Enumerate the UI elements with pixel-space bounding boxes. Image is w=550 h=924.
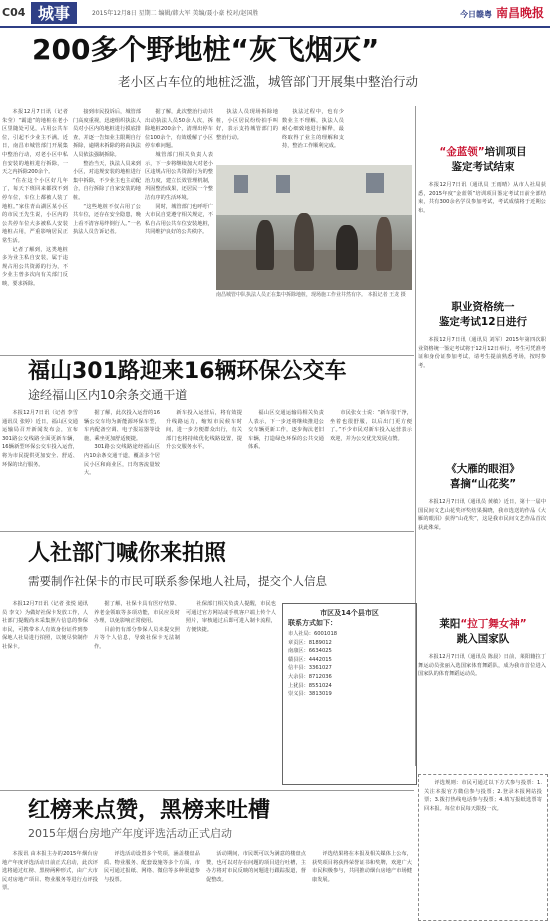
article2-col2 — [84, 409, 160, 529]
article3-col2 — [94, 600, 180, 785]
article4-col2 — [104, 850, 200, 922]
article3-title: 人社部门喊你来拍照 — [28, 541, 227, 566]
sidebar-story2-title2: 鉴定考试12日进行 — [438, 316, 528, 328]
article4-col4 — [312, 850, 412, 922]
infobox-line: 赣县区：4442015 — [288, 656, 332, 663]
paragraph: 本报12月7日讯（通讯员 陈晨）日前，莱阳籍拉丁舞运动员张丽入选国家体育舞蹈队，成为我市首位进入国家队的体育舞蹈运动员。 — [418, 654, 546, 678]
infobox-line: 章贡区：8189012 — [288, 639, 332, 646]
vote-rules-box — [418, 774, 548, 921]
paragraph: 本报12月7日讯（记者 李雪 通讯员 张婷）近日，福山区交通运输局召开新闻发布会，宣布301路公交线路全面更新车辆，16辆新型环保公交车投入运营，将为市民提供更加安全、舒适、环保的出行服务。 — [2, 410, 78, 468]
article2-col1 — [2, 409, 78, 529]
sidebar-story1-body — [418, 181, 546, 271]
title-part: 培训项目 — [484, 146, 527, 158]
paragraph: 据了解，此次投入运营的16辆公交车均为新能源环保车型，车内配备空调、电子报站器等设施，乘坐更加舒适便捷。 — [84, 410, 160, 442]
infobox-title: 市区及14个县市区 — [320, 609, 379, 617]
paragraph: 记者了解到，这类地桩多为业主私自安装，属于违规占用公共资源的行为，不少业主曾多次向有关部门反映，要求拆除。 — [2, 246, 68, 287]
paragraph: 评选活动设置多个奖项，涵盖楼盘品质、物业服务、配套设施等多个方面，市民可通过报纸、网络、微信等多种渠道参与投票。 — [104, 851, 200, 883]
sidebar-story2-body — [418, 336, 546, 436]
article3-subtitle: 需要制作社保卡的市民可联系参保地人社局，提交个人信息 — [28, 574, 327, 588]
header-rule — [0, 26, 550, 28]
article4-title: 红榜来点赞，黑榜来吐槽 — [28, 798, 271, 823]
article1-col5 — [282, 108, 344, 163]
title-part: 莱阳 — [439, 618, 461, 630]
newspaper-logo — [460, 4, 544, 21]
section-rule — [0, 790, 414, 791]
sidebar-story3-body — [418, 498, 546, 608]
infobox-line: 上犹县：8551024 — [288, 682, 332, 689]
article1-title: 200多个野地桩“灰飞烟灭” — [32, 33, 380, 66]
sidebar-story1-title2: 鉴定考试结束 — [451, 161, 515, 173]
photo-window — [276, 175, 290, 193]
article1-col4 — [216, 108, 278, 163]
paragraph: 同时，城管部门也呼吁广大市民自觉遵守相关规定，不私自占用公共车位安装地桩，共同维护良好的公共秩序。 — [145, 203, 213, 236]
article2-title: 福山301路迎来16辆环保公交车 — [28, 359, 347, 384]
paragraph: 301路公交线路途经福山区内10余条交通干道，覆盖多个居民小区和商业区，日均客流量较大。 — [84, 444, 160, 477]
paragraph: 城管部门相关负责人表示，下一步将继续加大对老小区违规占用公共资源行为的整治力度，建立长效管理机制，巩固整治成果，还居民一个整洁有序的生活环境。 — [145, 151, 213, 201]
page-number: C04 — [2, 6, 26, 19]
photo-person — [294, 213, 314, 271]
paragraph: 新车投入运营后，将有效提升线路运力，缩短市民候车时间，进一步方便群众出行，有关部门也将持续优化线路设置，提升公交服务水平。 — [166, 410, 242, 451]
section-rule — [0, 531, 414, 532]
infobox-line: 南康区：6634025 — [288, 648, 332, 655]
paragraph: 本报12月7日讯（记者 朱莹）“霸道”的地桩在老小区里随处可见，占用公共车位，引起不少业主不满。近日，南昌市城管部门开展集中整治行动，对老小区中私自安装的地桩进行拆除，一天之内拆除200余个。 — [2, 109, 68, 176]
article4-col1 — [2, 850, 98, 922]
photo-person — [256, 220, 274, 270]
article2-col4 — [248, 409, 324, 529]
paragraph: 接到市民投诉后，城管部门高度重视，迅速组织执法人员对小区内的地桩进行摸底排查，并逐一告知业主限期自行拆除，逾期未拆除的将由执法人员依法强制拆除。 — [73, 109, 141, 158]
paragraph: 本报12月7日讯（通讯员 王雨晴）从市人社局获悉，2015年度“金蓝领”培训项目鉴定考试日前全部结束，共有300余名学员参加考试，考试成绩将于近期公布。 — [418, 182, 546, 214]
logo-main: 南昌晚报 — [495, 6, 544, 20]
paragraph: 本报12月7日讯（通讯员 刘军）2015年第四次职业资格统一鉴定考试将于12月12日举行，考生可凭准考证和身份证参加考试，请考生提前熟悉考场，按时参考。 — [418, 337, 546, 369]
article2-col3 — [166, 409, 242, 529]
sidebar-story4-title — [418, 617, 548, 632]
paragraph: 据了解，社保卡具有医疗结算、养老金领取等多项功能，市民应及时办理，以免影响正常使用。 — [94, 601, 180, 625]
sidebar-story3-title2: 喜摘“山花奖” — [449, 478, 517, 490]
article1-subtitle: 老小区占车位的地桩泛滥，城管部门开展集中整治行动 — [118, 74, 419, 89]
photo-caption: 南昌城管中队执法人员正在集中拆除地桩，现场施工作业井然有序。 本报记者 王龙 摄 — [216, 292, 406, 298]
paragraph: 执法人员现场拆除地桩，小区居民纷纷拍手叫好，表示支持城管部门的整治行动。 — [216, 109, 278, 141]
paragraph: 目前仍有部分参保人员未提交照片等个人信息，导致社保卡无法制作。 — [94, 626, 180, 650]
article1-col2 — [73, 108, 141, 318]
infobox-line: 信丰县：3361027 — [288, 665, 332, 672]
page-header — [0, 0, 550, 26]
paragraph: 市民张女士说：“新车很干净，坐着也很舒服，以后出门更方便了。”不少市民对新车投入运营表示欢迎，并为公交优先发展点赞。 — [330, 410, 412, 442]
sidebar-story3-title: 《大雁的眼泪》 — [446, 463, 520, 475]
news-photo — [216, 165, 412, 290]
infobox-line: 市人社局：6001018 — [288, 631, 338, 637]
paragraph: “这些地桩不仅占用了公共车位，还存在安全隐患，晚上看不清容易绊倒行人。”一名执法人员告诉记者。 — [73, 203, 141, 236]
article3-col3 — [186, 600, 276, 785]
paragraph: 评选规则：市民可通过以下方式参与投票：1.关注本报官方微信参与投票；2.登录本报网站投票；3.拨打热线电话参与投票；4.填写报纸选票寄回本报。每位市民每天限投一次。 — [424, 780, 542, 812]
article4-col3 — [206, 850, 306, 922]
infobox-subtitle: 联系方式如下： — [288, 619, 337, 627]
paragraph: “住在这个小区好几年了，每天下班回来都找不到停车位，车位上都被人装了地桩。”家住青山湖区某小区的市民王先生说，小区内的公共停车位大多被私人安装地桩占用，严重影响居民正常生活。 — [2, 177, 68, 244]
logo-small: 今日赣粤 — [459, 10, 492, 19]
title-part: “金蓝领” — [439, 146, 485, 158]
sidebar-story4 — [418, 617, 548, 753]
paragraph: 本报12月7日讯（记者 张悦 通讯员 李文）为做好社保卡发放工作，人社部门提醒尚未采集照片信息的参保市民，可携带本人有效身份证件到参保地人社局进行拍照，以便尽快制作社保卡。 — [2, 601, 88, 650]
photo-window — [234, 175, 248, 193]
paragraph: 本报讯 由本报主办的2015年烟台房地产年度评选活动日前正式启动，此次评选将通过红榜、黑榜两种形式，由广大市民对房地产项目、物业服务等进行点评投票。 — [2, 851, 98, 892]
page-meta: 2015年12月8日 星期二 编辑/韩大军 美编/聂小豪 校对/赵国胜 — [92, 10, 259, 17]
paragraph: 社保部门相关负责人提醒，市民也可通过官方网站或手机客户端上传个人照片，审核通过后即可进入制卡流程，方便快捷。 — [186, 601, 276, 633]
sidebar-story1-title — [418, 145, 548, 160]
sidebar-story4-body — [418, 653, 546, 753]
photo-person — [376, 217, 392, 271]
article1-col4-cont — [216, 310, 278, 360]
photo-person — [336, 225, 358, 270]
article1-col1 — [2, 108, 68, 318]
sidebar-story2-title: 职业资格统一 — [451, 301, 515, 313]
article3-col1 — [2, 600, 88, 785]
infobox-line: 崇义县：3813019 — [288, 691, 332, 698]
sidebar-story1 — [418, 145, 548, 271]
vote-rules-body — [424, 779, 542, 917]
section-rule — [0, 355, 414, 356]
paragraph: 活动期间，市民既可以为满意的楼盘点赞，也可以对存在问题的项目进行吐槽，主办方将对市民反映的问题进行跟踪报道，督促整改。 — [206, 851, 306, 883]
paragraph: 本报12月7日讯（通讯员 黄敏）近日，第十一届中国民间文艺山花奖评奖结果揭晓，我市选送的作品《大雁的眼泪》获得“山花奖”，这是我市民间文艺作品首次获此殊荣。 — [418, 499, 546, 531]
infobox-line: 大余县：8712036 — [288, 673, 332, 680]
section-badge: 城事 — [31, 2, 77, 24]
photo-window — [366, 173, 384, 193]
article1-col3 — [145, 108, 213, 318]
sidebar-story2 — [418, 300, 548, 436]
title-part: “拉丁舞女神” — [460, 618, 527, 630]
article4-subtitle: 2015年烟台房地产年度评选活动正式启动 — [28, 827, 232, 840]
paragraph: 据了解，此次整治行动共出动执法人员50余人次，拆除地桩200余个，清理出停车位100余个，有效缓解了小区停车难问题。 — [145, 109, 213, 150]
paragraph: 整治当天，执法人员来到小区，对违规安装的地桩进行集中拆除，不少业主也主动配合，自行拆除了自家安装的地桩。 — [73, 160, 141, 201]
paragraph: 执法过程中，也有少数业主不理解，执法人员耐心细致地进行解释，最终取得了业主的理解和支持，整治工作顺利完成。 — [282, 109, 344, 150]
sidebar-story3 — [418, 462, 548, 608]
article2-col5 — [330, 409, 412, 529]
article2-subtitle: 途经福山区内10余条交通干道 — [28, 388, 188, 402]
paragraph: 评选结果将在本报及相关媒体上公布，获奖项目将获得荣誉证书和奖牌，欢迎广大市民积极参与，共同推动烟台房地产市场健康发展。 — [312, 851, 412, 883]
paragraph: 福山区交通运输局相关负责人表示，下一步还将继续推进公交车辆更新工作，逐步淘汰老旧车辆，打造绿色环保的公共交通体系。 — [248, 410, 324, 451]
sidebar-story4-title2: 跳入国家队 — [456, 633, 510, 645]
contact-infobox — [282, 603, 417, 785]
